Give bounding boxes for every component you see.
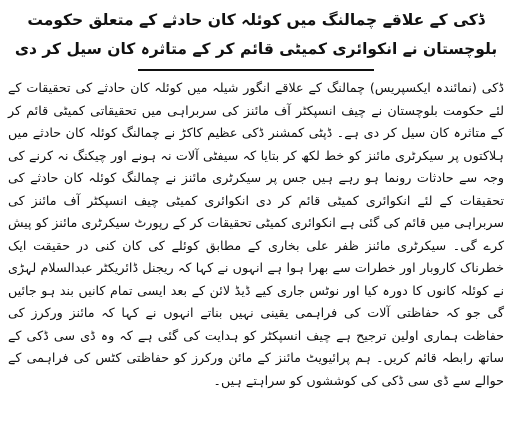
article-body: ڈکی (نمائندہ ایکسپریس) چمالنگ کے علاقے انگور شیلہ میں کوئلہ کان حادثے کی تحقیقات کے لئے حکومت بلوچستان نے چیف انسپکٹر آف مائنز کی سربراہی میں تحقیقاتی کمیٹی قائم کر کے متاثرہ کان سیل کر دی ہے۔ ڈپٹی کمشنر ڈکی عظیم کاکڑ نے چمالنگ کوئلہ کان حادثے میں ہلاکتوں پر سیکرٹری مائنز کو خط لکھ کر بتایا کہ سیفٹی آلات نہ ہونے اور چیکنگ نہ کرنے کی وجہ سے حادثات رونما ہو رہے ہیں جس پر سیکرٹری مائنز نے چمالنگ کوئلہ کان حادثے کی تحقیقات کے لئے انکوائری کمیٹی قائم کر دی انکوائری کمیٹی چیف انسپکٹر آف مائنز کی سربراہی میں قائم کی گئی ہے انکوائری کمیٹی تحقیقات کر کے رپورٹ سیکرٹری مائنز کو پیش کرے گی۔ سیکرٹری مائنز ظفر علی بخاری کے مطابق کوئلے کی کان کنی در حقیقت ایک خطرناک کاروبار اور خطرات سے بھرا ہوا ہے انہوں نے کہا کہ ریجنل ڈائریکٹر عبدالسلام لہڑی نے کوئلہ کانوں کا دورہ کیا اور نوٹس جاری کیے ڈیڈ لائن کے بعد ایسی تمام کانیں بند ہو جائیں گی جو کہ حفاظتی آلات کی فراہمی یقینی نہیں بناتے انہوں نے کہا کہ مائنز ورکرز کی حفاظت ہماری اولین ترجیح ہے چیف انسپکٹر کو ہدایت کی گئی ہے کہ وہ ڈی سی ڈکی کے ساتھ رابطہ قائم کریں۔ ہم پرائیویٹ مائنز کے مائن ورکرز کو حفاظتی کٹس کی فراہمی کے حوالے سے ڈی سی ڈکی کی کوششوں کو سراہتے ہیں۔ xyxy=(8,80,504,388)
headline-divider xyxy=(138,69,374,71)
article-headline: ڈکی کے علاقے چمالنگ میں کوئلہ کان حادثے کے متعلق حکومت بلوچستان نے انکوائری کمیٹی قائم کر کے متاثرہ کان سیل کر دی xyxy=(14,11,498,58)
